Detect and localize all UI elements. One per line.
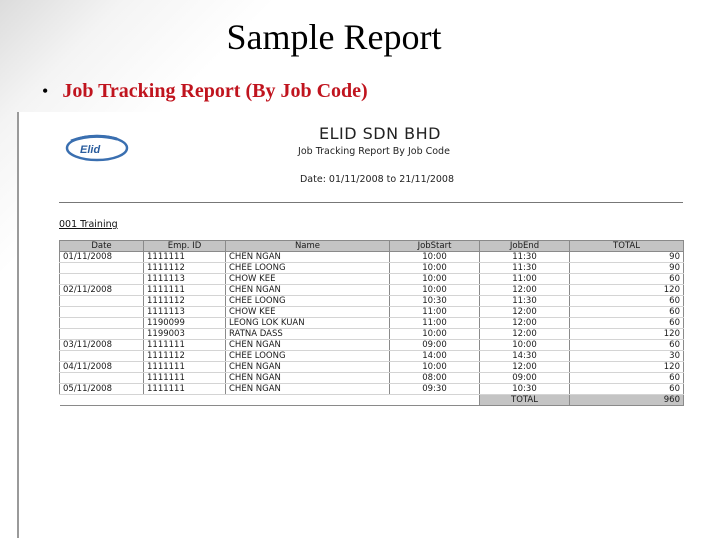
column-header-job-start: JobStart	[390, 241, 480, 252]
divider	[59, 202, 683, 203]
cell-job-end: 12:00	[480, 329, 570, 340]
table-row	[60, 296, 684, 307]
cell-job-start: 10:00	[390, 274, 480, 285]
table-row	[60, 373, 684, 384]
cell-total: 90	[570, 252, 684, 263]
cell-emp-id: 1111112	[144, 351, 226, 362]
grand-total: 960	[570, 395, 684, 406]
cell-job-start: 10:00	[390, 252, 480, 263]
table-row	[60, 351, 684, 362]
cell-name: CHEN NGAN	[226, 252, 390, 263]
cell-job-end: 11:00	[480, 274, 570, 285]
cell-name: CHEE LOONG	[226, 263, 390, 274]
cell-job-end: 11:30	[480, 263, 570, 274]
cell-job-start: 10:00	[390, 362, 480, 373]
date-range: Date: 01/11/2008 to 21/11/2008	[299, 174, 454, 185]
cell-job-end: 11:30	[480, 252, 570, 263]
cell-emp-id: 1111113	[144, 307, 226, 318]
cell-job-end: 12:00	[480, 318, 570, 329]
cell-job-start: 10:00	[390, 329, 480, 340]
cell-date	[60, 274, 144, 285]
cell-total: 120	[570, 362, 684, 373]
slide-title: Sample Report	[226, 17, 442, 57]
table-row	[60, 263, 684, 274]
cell-date	[60, 373, 144, 384]
total-label: TOTAL	[480, 395, 570, 406]
cell-job-end: 12:00	[480, 285, 570, 296]
cell-job-start: 11:00	[390, 318, 480, 329]
cell-job-end: 14:30	[480, 351, 570, 362]
cell-name: RATNA DASS	[226, 329, 390, 340]
table-row	[60, 307, 684, 318]
cell-total: 60	[570, 296, 684, 307]
cell-name: LEONG LOK KUAN	[226, 318, 390, 329]
table-row	[60, 329, 684, 340]
cell-emp-id: 1199003	[144, 329, 226, 340]
cell-emp-id: 1111111	[144, 373, 226, 384]
column-header-name: Name	[226, 241, 390, 252]
cell-total: 120	[570, 329, 684, 340]
cell-total: 60	[570, 274, 684, 285]
table-row	[60, 340, 684, 351]
cell-emp-id: 1111111	[144, 362, 226, 373]
cell-emp-id: 1111112	[144, 296, 226, 307]
bullet-text: Job Tracking Report (By Job Code)	[62, 80, 368, 102]
logo-text: Elid	[80, 144, 101, 156]
cell-name: CHEE LOONG	[226, 296, 390, 307]
cell-total: 30	[570, 351, 684, 362]
cell-name: CHEN NGAN	[226, 373, 390, 384]
cell-name: CHEN NGAN	[226, 285, 390, 296]
cell-name: CHOW KEE	[226, 307, 390, 318]
column-header-emp-id: Emp. ID	[144, 241, 226, 252]
cell-date	[60, 351, 144, 362]
table-header-row	[60, 241, 684, 252]
job-code-section: 001 Training	[59, 219, 118, 230]
total-row	[60, 395, 684, 406]
cell-emp-id: 1111111	[144, 285, 226, 296]
cell-emp-id: 1111111	[144, 384, 226, 395]
cell-job-end: 10:00	[480, 340, 570, 351]
table-row	[60, 318, 684, 329]
cell-total: 60	[570, 307, 684, 318]
cell-name: CHEN NGAN	[226, 340, 390, 351]
cell-date	[60, 329, 144, 340]
cell-job-start: 10:00	[390, 285, 480, 296]
bullet-dot-icon: •	[42, 81, 49, 101]
cell-job-end: 09:00	[480, 373, 570, 384]
table-row	[60, 384, 684, 395]
report-name: Job Tracking Report By Job Code	[298, 146, 450, 157]
cell-total: 90	[570, 263, 684, 274]
cell-emp-id: 1111111	[144, 252, 226, 263]
cell-emp-id: 1111111	[144, 340, 226, 351]
cell-job-start: 08:00	[390, 373, 480, 384]
cell-emp-id: 1190099	[144, 318, 226, 329]
column-header-job-end: JobEnd	[480, 241, 570, 252]
cell-total: 60	[570, 373, 684, 384]
column-header-total: TOTAL	[570, 241, 684, 252]
cell-date: 03/11/2008	[60, 340, 144, 351]
report-image	[17, 112, 707, 538]
cell-total: 60	[570, 340, 684, 351]
cell-date: 04/11/2008	[60, 362, 144, 373]
table-row	[60, 274, 684, 285]
total-row-spacer	[60, 395, 480, 406]
slide-bullet	[42, 80, 368, 103]
cell-job-start: 14:00	[390, 351, 480, 362]
table-row	[60, 252, 684, 263]
cell-job-end: 12:00	[480, 362, 570, 373]
table-row	[60, 362, 684, 373]
cell-date	[60, 318, 144, 329]
cell-date	[60, 263, 144, 274]
cell-job-start: 10:00	[390, 263, 480, 274]
cell-name: CHOW KEE	[226, 274, 390, 285]
company-name: ELID SDN BHD	[318, 124, 441, 143]
column-header-date: Date	[60, 241, 144, 252]
table-row	[60, 285, 684, 296]
cell-name: CHEN NGAN	[226, 362, 390, 373]
cell-name: CHEE LOONG	[226, 351, 390, 362]
cell-job-start: 10:30	[390, 296, 480, 307]
cell-total: 60	[570, 384, 684, 395]
cell-job-end: 10:30	[480, 384, 570, 395]
cell-date: 02/11/2008	[60, 285, 144, 296]
cell-name: CHEN NGAN	[226, 384, 390, 395]
cell-date	[60, 296, 144, 307]
cell-emp-id: 1111113	[144, 274, 226, 285]
cell-total: 60	[570, 318, 684, 329]
cell-emp-id: 1111112	[144, 263, 226, 274]
cell-job-start: 09:00	[390, 340, 480, 351]
cell-date: 01/11/2008	[60, 252, 144, 263]
cell-job-end: 11:30	[480, 296, 570, 307]
cell-date	[60, 307, 144, 318]
cell-total: 120	[570, 285, 684, 296]
job-tracking-table	[59, 240, 684, 406]
cell-date: 05/11/2008	[60, 384, 144, 395]
cell-job-end: 12:00	[480, 307, 570, 318]
cell-job-start: 09:30	[390, 384, 480, 395]
cell-job-start: 11:00	[390, 307, 480, 318]
